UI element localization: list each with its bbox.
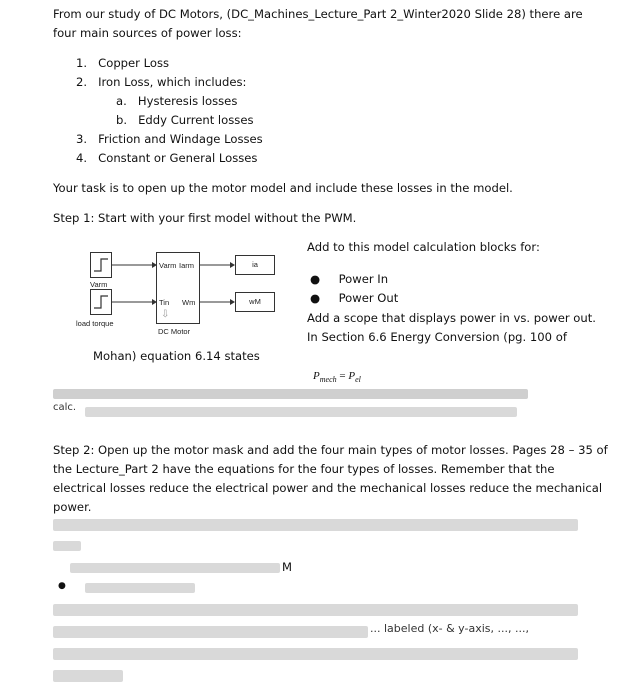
list-label: Copper Loss [98, 56, 170, 70]
list-item [116, 94, 237, 108]
list-label: Eddy Current losses [138, 113, 254, 127]
list-label: Iron Loss, which includes: [98, 75, 247, 89]
list-item [76, 151, 257, 165]
partial-calc-text: calc. [53, 402, 77, 413]
blurred-line [53, 604, 578, 616]
ia-label: ia [252, 260, 258, 269]
list-item [116, 113, 254, 127]
list-number: b. [116, 113, 128, 127]
step2-line-4: power. [53, 500, 92, 514]
bullet-label: Power In [338, 272, 389, 286]
list-number: a. [116, 94, 127, 108]
wm-display-block[interactable] [235, 292, 275, 312]
list-label: Friction and Windage Losses [98, 132, 263, 146]
task-text: Your task is to open up the motor model and include these losses in the model. [53, 181, 513, 195]
list-label: Constant or General Losses [98, 151, 258, 165]
step1-text: Step 1: Start with your first model without the PWM. [53, 211, 357, 225]
bullet-power-out [310, 291, 398, 305]
step-icon [91, 290, 111, 314]
varm-label: Varm [90, 280, 108, 289]
list-item [76, 132, 263, 146]
list-item [76, 56, 169, 70]
blurred-line [53, 389, 528, 399]
load-step-block[interactable] [90, 289, 112, 315]
section-reference: In Section 6.6 Energy Conversion (pg. 100 of [307, 330, 567, 344]
bullet-label: Power Out [338, 291, 399, 305]
step2-line-3: electrical losses reduce the electrical power and the mechanical losses reduce the mechanical [53, 481, 603, 495]
formula-rhs: P [348, 370, 356, 382]
formula-lhs-sub: mech [319, 375, 337, 385]
list-item [76, 75, 246, 89]
blurred-line [85, 583, 195, 593]
motor-port-wm: Wm [182, 298, 196, 307]
wm-label: wM [249, 297, 261, 306]
intro-line-2: four main sources of power loss: [53, 26, 242, 40]
down-arrow-icon: ⇩ [161, 309, 170, 320]
dc-motor-label: DC Motor [158, 327, 191, 336]
mohan-text: Mohan) equation 6.14 states [93, 349, 260, 363]
motor-port-varm: Varm [159, 261, 177, 270]
scope-instruction: Add a scope that displays power in vs. power out. [307, 311, 596, 325]
ia-display-block[interactable] [235, 255, 275, 275]
formula-rhs-sub: el [355, 375, 361, 385]
blurred-line [53, 626, 368, 638]
blurred-line [70, 563, 280, 573]
blurred-line [53, 519, 578, 531]
varm-step-block[interactable] [90, 252, 112, 278]
list-label: Hysteresis losses [137, 94, 238, 108]
dc-motor-block[interactable] [156, 252, 200, 324]
motor-port-iarm: Iarm [179, 261, 194, 270]
blurred-line [53, 670, 123, 682]
blurred-line [85, 407, 517, 417]
partial-m-text: M [282, 560, 293, 574]
bullet-power-in [310, 272, 388, 286]
blurred-line [53, 541, 81, 551]
bullet-icon: ● [310, 291, 321, 305]
step-icon [91, 253, 111, 277]
blurred-line [53, 648, 578, 660]
list-number: 1. [76, 56, 88, 70]
partial-labeled-text: ... labeled (x- & y-axis, ..., ..., [370, 622, 529, 635]
step2-line-1: Step 2: Open up the motor mask and add the four main types of motor losses. Pages 28 – 35 of [53, 443, 608, 457]
bullet-icon: ● [58, 581, 66, 591]
power-equation: $P_{mech} = P_{el}$ [313, 370, 361, 385]
load-torque-label: load torque [76, 319, 114, 328]
list-number: 2. [76, 75, 88, 89]
intro-line-1: From our study of DC Motors, (DC_Machines_Lecture_Part 2_Winter2020 Slide 28) there are [53, 7, 583, 21]
formula-lhs: P [313, 370, 320, 382]
bullet-icon: ● [310, 272, 321, 286]
right-heading: Add to this model calculation blocks for: [307, 240, 540, 254]
motor-port-tin: Tin [159, 298, 170, 307]
list-number: 4. [76, 151, 88, 165]
list-number: 3. [76, 132, 88, 146]
step2-line-2: the Lecture_Part 2 have the equations for the four types of losses. Remember that the [53, 462, 555, 476]
simulink-diagram [70, 240, 300, 340]
